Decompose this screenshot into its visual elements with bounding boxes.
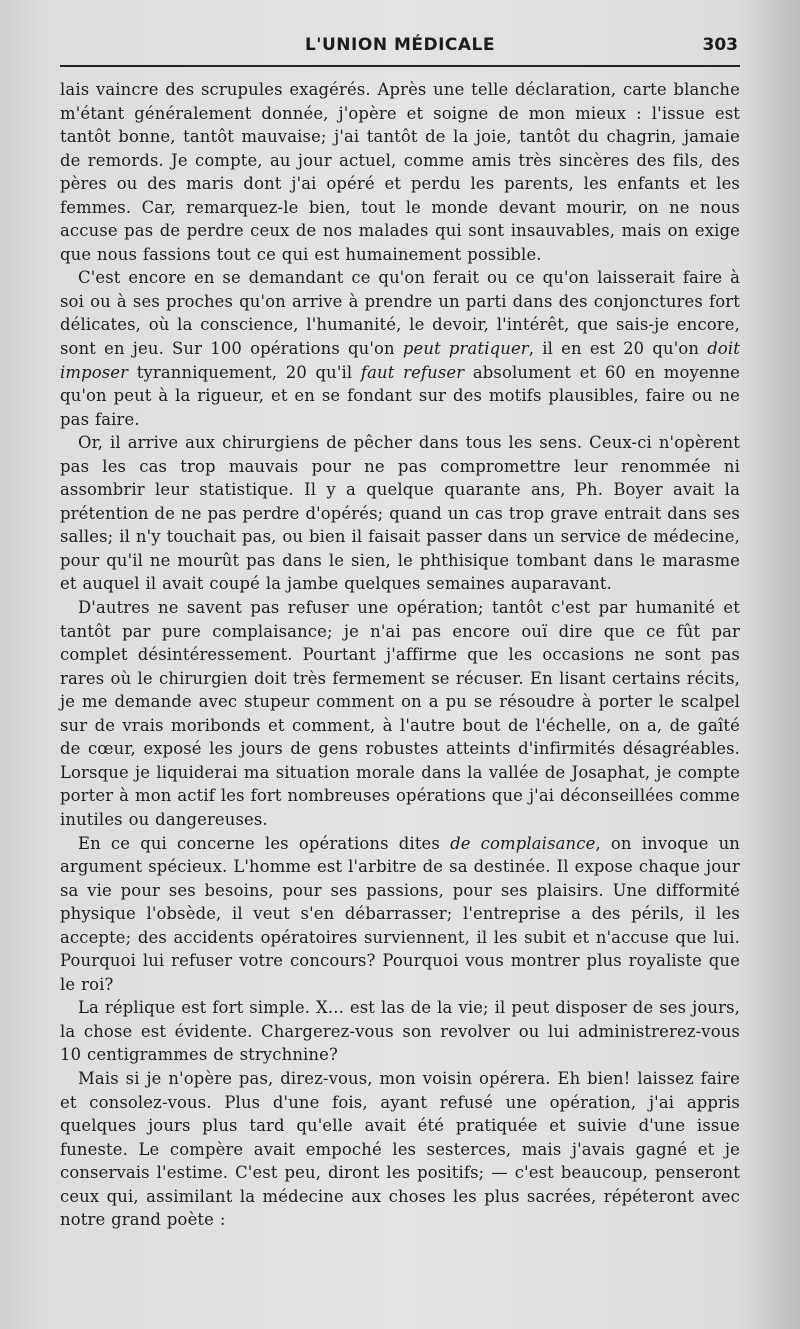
italic-phrase: doit imposer (60, 339, 740, 382)
paragraph: La réplique est fort simple. X... est las de la vie; il peut disposer de ses jours, la chose est évidente. Chargerez-vous son revolver ou lui administrerez-vous 10 centigrammes de strychnine? (60, 998, 740, 1065)
italic-phrase: de complaisance (450, 833, 596, 853)
page-number: 303 (702, 35, 738, 55)
italic-phrase: faut refuser (360, 362, 465, 382)
paragraph: Mais si je n'opère pas, direz-vous, mon voisin opérera. Eh bien! laissez faire et consolez-vous. Plus d'une fois, ayant refusé une opération, j'ai appris quelques jours plus tard qu'elle avait été pratiquée et suivie d'une issue funeste. Le compère avait empoché les sesterces, mais j'avais gagné et je conservais l'estime. C'est peu, diront les positifs; — c'est beaucoup, penseront ceux qui, assimilant la médecine aux choses les plus sacrées, répéteront avec notre grand poète : (60, 1068, 740, 1230)
paragraph: Or, il arrive aux chirurgiens de pêcher dans tous les sens. Ceux-ci n'opèrent pas les cas trop mauvais pour ne pas compromettre leur renommée ni assombrir leur statistique. Il y a quelque quarante ans, Ph. Boyer avait la prétention de ne pas perdre d'opérés; quand un cas trop grave entrait dans ses salles; il n'y touchait pas, ou bien il faisait passer dans un service de médecine, pour qu'il ne mourût pas dans le sien, le phthisique tombant dans le marasme et auquel il avait coupé la jambe quelques semaines auparavant. (60, 433, 740, 594)
italic-phrase: peut pratiquer (402, 339, 529, 359)
body-text (60, 78, 740, 1232)
header-rule (60, 65, 740, 67)
paragraph: lais vaincre des scrupules exagérés. Après une telle déclaration, carte blanche m'étant généralement donnée, j'opère et soigne de mon mieux : l'issue est tantôt bonne, tantôt mauvaise; j'ai tantôt de la joie, tantôt du chagrin, jamaie de remords. Je compte, au jour actuel, comme amis très sincères des fils, des pères ou des maris dont j'ai opéré et perdu les parents, les enfants et les femmes. Car, remarquez-le bien, tout le monde devant mourir, on ne nous accuse pas de perdre ceux de nos malades qui sont insauvables, mais on exige que nous fassions tout ce qui est humainement possible. (60, 80, 740, 264)
running-title: L'UNION MÉDICALE (304, 35, 496, 55)
paragraph: D'autres ne savent pas refuser une opération; tantôt c'est par humanité et tantôt par pure complaisance; je n'ai pas encore ouï dire que ce fût par complet désintéressement. Pourtant j'affirme que les occasions ne sont pas rares où le chirurgien doit très fermement se récuser. En lisant certains récits, je me demande avec stupeur comment on a pu se résoudre à porter le scalpel sur de vrais moribonds et comment, à l'autre bout de l'échelle, on a, de gaîté de cœur, exposé les jours de gens robustes atteints d'infirmités désagréables. Lorsque je liquiderai ma situation morale dans la vallée de Josaphat, je compte porter à mon actif les fort nombreuses opérations que j'ai déconseillées comme inutiles ou dangereuses. (60, 598, 740, 829)
paragraph: C'est encore en se demandant ce qu'on ferait ou ce qu'on laisserait faire à soi ou à ses proches qu'on arrive à prendre un parti dans des conjonctures fort délicates, où la conscience, l'humanité, le devoir, l'intérêt, que sais-je encore, sont en jeu. Sur 100 opérations qu'on peut pratiquer, il en est 20 qu'on doit imposer tyranniquement, 20 qu'il faut refuser absolument et 60 en moyenne qu'on peut à la rigueur, et en se fondant sur des motifs plausibles, faire ou ne pas faire. (60, 268, 740, 429)
paragraph: En ce qui concerne les opérations dites de complaisance, on invoque un argument spécieux. L'homme est l'arbitre de sa destinée. Il expose chaque jour sa vie pour ses besoins, pour ses passions, pour ses plaisirs. Une difformité physique l'obsède, il veut s'en débarrasser; l'entreprise a des périls, il les accepte; des accidents opératoires surviennent, il les subit et n'accuse que lui. Pourquoi lui refuser votre concours? Pourquoi vous montrer plus royaliste que le roi? (60, 833, 740, 994)
running-header (60, 35, 740, 59)
